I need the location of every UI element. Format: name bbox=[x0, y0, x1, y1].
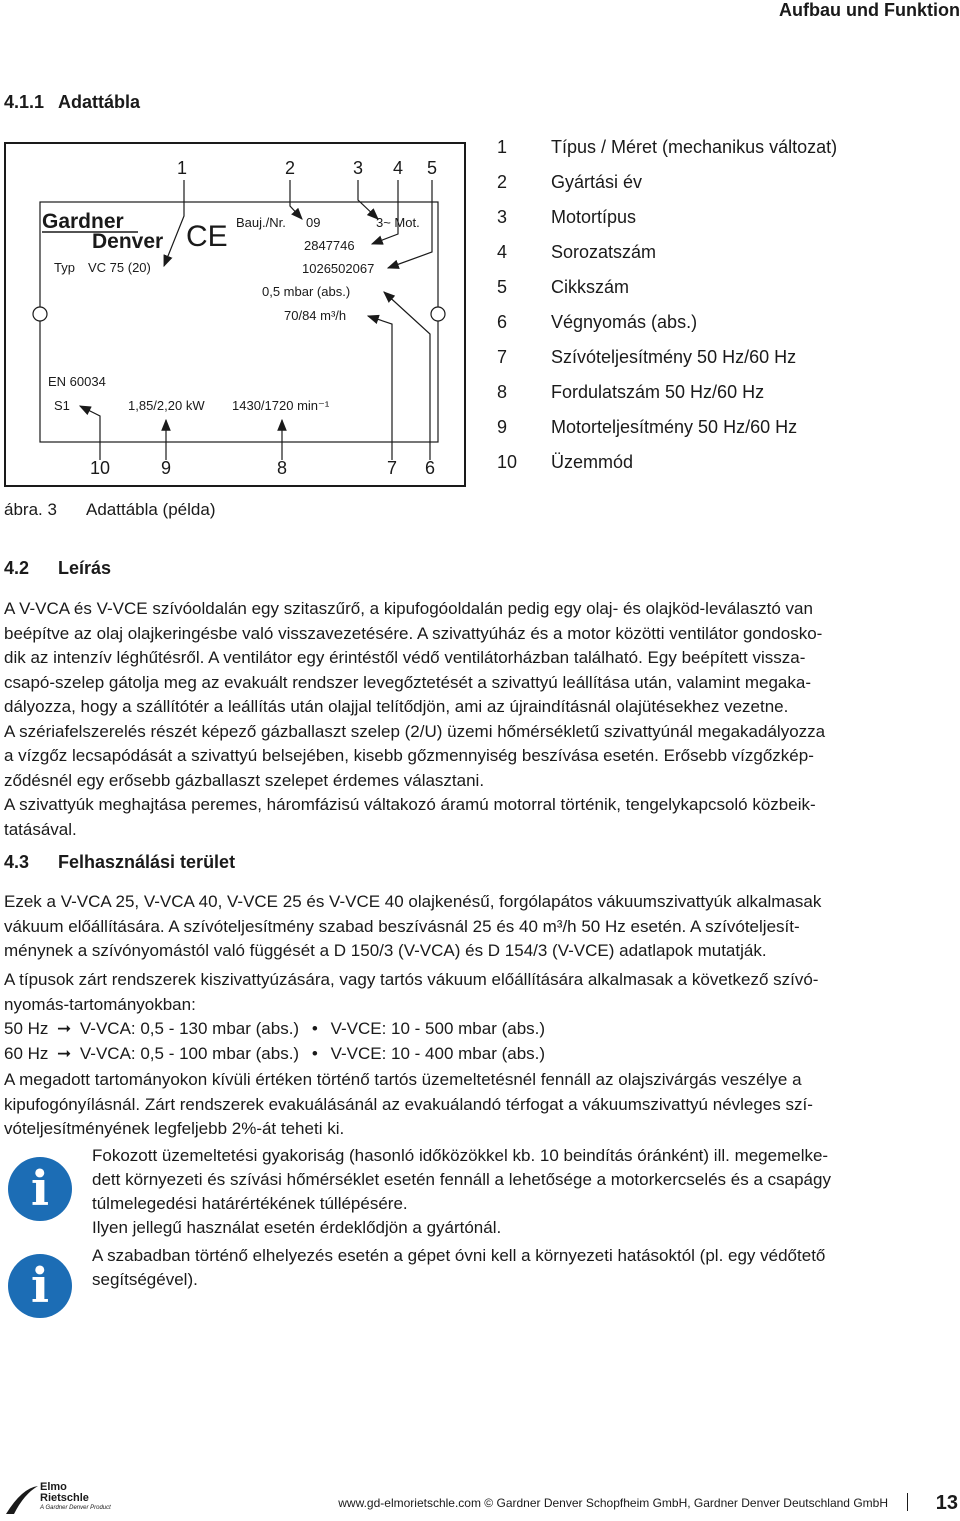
text-line: A szériafelszerelés részét képező gázballaszt szelep (2/U) üzemi hőmérsékletű szivattyúnál megakadályozza bbox=[4, 721, 826, 741]
logo-text-rietschle: Rietschle bbox=[40, 1492, 89, 1504]
running-header: Aufbau und Funktion bbox=[779, 0, 960, 20]
plate-article: 1026502067 bbox=[302, 261, 375, 276]
legend-number: 7 bbox=[497, 347, 508, 367]
text-line: beépítve az olaj olajkeringésbe való visszavezetésére. A szivattyúház és a motor közötti ventilátor gondosko- bbox=[4, 623, 823, 643]
section-number: 4.3 bbox=[4, 852, 30, 872]
text-line: kipufogónyílásnál. Zárt rendszerek evakuálásánál az evakuálandó térfogat a vákuumszivattyú névleges szí- bbox=[4, 1094, 813, 1114]
range-vce: V-VCE: 10 - 500 mbar (abs.) bbox=[330, 1019, 546, 1038]
section-title: Leírás bbox=[58, 558, 112, 578]
legend-item bbox=[497, 167, 837, 202]
callout-7: 7 bbox=[386, 458, 398, 478]
caption-label: ábra. 3 bbox=[4, 500, 57, 519]
figure-caption bbox=[4, 500, 215, 520]
nameplate-svg bbox=[6, 144, 468, 489]
legend-text: Motortípus bbox=[551, 207, 637, 227]
description-paragraph bbox=[4, 597, 954, 842]
text-line: dett környezeti és szívási hőmérséklet esetén fennáll a lehetősége a motorkercselés és a csapágy bbox=[92, 1170, 831, 1189]
usage-paragraph-3 bbox=[4, 1068, 954, 1142]
legend-text: Szívóteljesítmény 50 Hz/60 Hz bbox=[551, 347, 797, 367]
legend-number: 5 bbox=[497, 277, 508, 297]
text-line: ződésnél egy erősebb gázballaszt szelepet érdemes választani. bbox=[4, 770, 485, 790]
info-icon: i bbox=[8, 1254, 72, 1318]
nameplate-legend bbox=[497, 132, 837, 482]
text-line: a vízgőz lecsapódását a szivattyú belsejében, kisebb gőzmennyiség beszívása esetén. Erősebb vízgőzkép- bbox=[4, 746, 814, 765]
mount-hole-right bbox=[431, 307, 445, 321]
callout-5: 5 bbox=[426, 158, 438, 178]
plate-s1: S1 bbox=[54, 398, 70, 413]
caption-text: Adattábla (példa) bbox=[86, 500, 216, 519]
legend-text: Gyártási év bbox=[551, 172, 643, 192]
text-line: Fokozott üzemeltetési gyakoriság (hasonló időközökkel kb. 10 beindítás óránként) ill. megemelke- bbox=[92, 1146, 829, 1165]
pressure-range-row bbox=[4, 1042, 954, 1067]
plate-serial: 2847746 bbox=[304, 238, 355, 253]
text-line: A szivattyúk meghajtása peremes, háromfázisú váltakozó áramú motorral történik, tengelykapcsoló közbeik- bbox=[4, 795, 816, 814]
legend-number: 4 bbox=[497, 242, 508, 262]
section-heading-4-3 bbox=[4, 852, 235, 873]
plate-pressure: 0,5 mbar (abs.) bbox=[262, 284, 351, 299]
info-note-2 bbox=[92, 1244, 958, 1292]
legend-text: Motorteljesítmény 50 Hz/60 Hz bbox=[551, 417, 798, 437]
legend-item bbox=[497, 237, 837, 272]
brand-logo-gardner: Gardner bbox=[42, 210, 124, 233]
legend-item bbox=[497, 377, 837, 412]
usage-paragraph-2 bbox=[4, 968, 954, 1066]
legend-number: 1 bbox=[497, 137, 508, 157]
legend-number: 6 bbox=[497, 312, 508, 332]
section-number: 4.2 bbox=[4, 558, 30, 578]
text-line: segítségével). bbox=[92, 1270, 198, 1289]
ce-mark: CE bbox=[186, 220, 228, 253]
range-vca: V-VCA: 0,5 - 130 mbar (abs.) bbox=[79, 1019, 300, 1038]
legend-text: Sorozatszám bbox=[551, 242, 657, 262]
plate-typ-value: VC 75 (20) bbox=[88, 260, 151, 275]
text-line: Ezek a V-VCA 25, V-VCA 40, V-VCE 25 és V-VCE 40 olajkenésű, forgólapátos vákuumszivattyúk alkalmasak bbox=[4, 892, 822, 911]
info-icon: i bbox=[8, 1157, 72, 1221]
nameplate-figure bbox=[4, 142, 466, 487]
section-title: Felhasználási terület bbox=[58, 852, 236, 872]
range-frequency: 50 Hz bbox=[4, 1019, 49, 1038]
pressure-range-row bbox=[4, 1017, 954, 1042]
usage-paragraph-1 bbox=[4, 890, 954, 964]
bullet-icon: • bbox=[311, 1019, 318, 1038]
callout-1: 1 bbox=[176, 158, 188, 178]
legend-text: Cikkszám bbox=[551, 277, 630, 297]
legend-number: 9 bbox=[497, 417, 508, 437]
text-line: csapó-szelep gátolja meg az evakuált rendszer levegőztetését a szivattyú leállítása után, valamint megaka- bbox=[4, 672, 811, 692]
brand-logo-denver: Denver bbox=[92, 230, 164, 253]
section-heading-4-2 bbox=[4, 558, 111, 579]
text-line: tatásával. bbox=[4, 819, 77, 839]
logo-text-elmo: Elmo bbox=[40, 1481, 67, 1493]
range-vca: V-VCA: 0,5 - 100 mbar (abs.) bbox=[79, 1043, 300, 1063]
plate-speed: 1430/1720 min⁻¹ bbox=[232, 398, 330, 413]
plate-bauj-label: Bauj./Nr. bbox=[236, 215, 286, 230]
legend-text: Típus / Méret (mechanikus változat) bbox=[551, 137, 838, 157]
callout-10: 10 bbox=[89, 458, 111, 478]
section-number: 4.1.1 bbox=[4, 92, 45, 112]
legend-text: Fordulatszám 50 Hz/60 Hz bbox=[551, 382, 765, 402]
plate-typ-label: Typ bbox=[54, 260, 75, 275]
legend-item bbox=[497, 272, 837, 307]
section-title: Adattábla bbox=[58, 92, 141, 112]
arrow-right-icon: ➞ bbox=[57, 1019, 72, 1038]
range-frequency: 60 Hz bbox=[4, 1043, 49, 1063]
legend-number: 8 bbox=[497, 382, 508, 402]
plate-flow: 70/84 m³/h bbox=[284, 308, 347, 323]
section-heading-4-1-1 bbox=[4, 92, 140, 113]
legend-item bbox=[497, 202, 837, 237]
text-line: A típusok zárt rendszerek kiszivattyúzására, vagy tartós vákuum előállítására alkalmasak a következő szívó- bbox=[4, 970, 819, 989]
legend-number: 2 bbox=[497, 172, 508, 192]
text-line: Ilyen jellegű használat esetén érdeklődjön a gyártónál. bbox=[92, 1218, 502, 1237]
text-line: nyomás-tartományokban: bbox=[4, 994, 196, 1014]
text-line: A megadott tartományokon kívüli értéken történő tartós üzemeltetésnél fennáll az olajszivárgás veszélye a bbox=[4, 1070, 802, 1089]
footer-copyright: www.gd-elmorietschle.com © Gardner Denver Schopfheim GmbH, Gardner Denver Deutschland GmbH bbox=[338, 1496, 888, 1510]
callout-9: 9 bbox=[160, 458, 172, 478]
mount-hole-left bbox=[33, 307, 47, 321]
text-line: vákuum előállítására. A szívóteljesítmény szabad beszívásnál 25 és 40 m³/h 50 Hz esetén. A szívóteljesít- bbox=[4, 916, 800, 936]
text-line: ménynek a szívónyomástól való függését a D 150/3 (V-VCA) és D 154/3 (V-VCE) adatlapok mutatják. bbox=[4, 941, 767, 960]
legend-item bbox=[497, 132, 837, 167]
arrow-right-icon: ➞ bbox=[57, 1043, 72, 1063]
callout-3: 3 bbox=[352, 158, 364, 178]
legend-item bbox=[497, 342, 837, 377]
callout-4: 4 bbox=[392, 158, 404, 178]
callout-2: 2 bbox=[284, 158, 296, 178]
legend-item bbox=[497, 412, 837, 447]
legend-number: 10 bbox=[497, 452, 518, 472]
legend-text: Üzemmód bbox=[551, 452, 634, 472]
info-note-1 bbox=[92, 1144, 958, 1240]
text-line: A V-VCA és V-VCE szívóoldalán egy szitaszűrő, a kipufogóoldalán pedig egy olaj- és olajköd-leválasztó van bbox=[4, 599, 813, 618]
logo-subtext: A Gardner Denver Product bbox=[40, 1505, 111, 1511]
footer-separator bbox=[907, 1493, 908, 1511]
plate-power: 1,85/2,20 kW bbox=[128, 398, 205, 413]
legend-item bbox=[497, 447, 837, 482]
plate-mot: 3~ Mot. bbox=[376, 215, 420, 230]
page-number: 13 bbox=[935, 1492, 958, 1514]
text-line: dik az intenzív léghűtésről. A ventilátor egy érintéstől védő ventilátorházban található. Egy beépített vissza- bbox=[4, 648, 806, 667]
text-line: vóteljesítményének legfeljebb 2%-át teheti ki. bbox=[4, 1119, 345, 1138]
legend-text: Végnyomás (abs.) bbox=[551, 312, 698, 332]
range-vce: V-VCE: 10 - 400 mbar (abs.) bbox=[330, 1043, 546, 1063]
plate-en: EN 60034 bbox=[48, 374, 106, 389]
text-line: túlmelegedési határértékének túllépésére. bbox=[92, 1194, 408, 1213]
callout-6: 6 bbox=[424, 458, 436, 478]
text-line: dályozza, hogy a szállítótér a leállítás után olajjal telítődjön, ami az újraindításnál olajütésekhez vezetne. bbox=[4, 697, 789, 716]
plate-bauj-value: 09 bbox=[306, 215, 321, 230]
legend-number: 3 bbox=[497, 207, 508, 227]
elmo-rietschle-logo bbox=[4, 1481, 111, 1521]
legend-item bbox=[497, 307, 837, 342]
text-line: A szabadban történő elhelyezés esetén a gépet óvni kell a környezeti hatásoktól (pl. egy védőtető bbox=[92, 1246, 826, 1265]
bullet-icon: • bbox=[311, 1043, 318, 1063]
callout-8: 8 bbox=[276, 458, 288, 478]
